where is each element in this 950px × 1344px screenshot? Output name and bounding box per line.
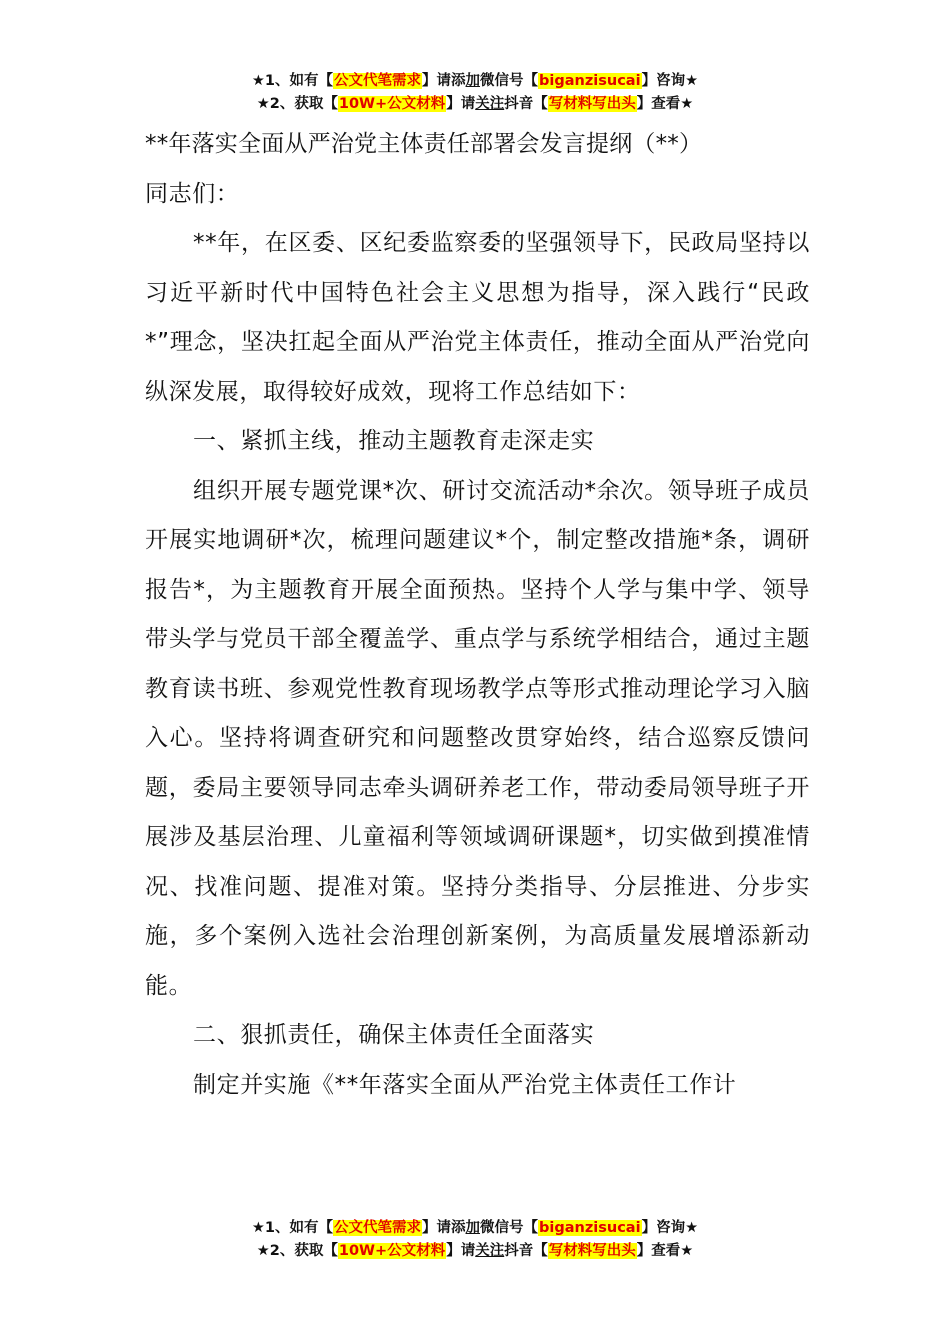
promo-text: 】请 — [446, 1243, 476, 1259]
promo-underlined: 加 — [465, 1220, 481, 1236]
document-title: **年落实全面从严治党主体责任部署会发言提纲（**） — [145, 131, 703, 157]
section-heading-1: 一、紧抓主线，推动主题教育走深走实 — [193, 428, 595, 454]
promo-underlined: 关注 — [475, 96, 505, 112]
promo-text: ★2、获取【 — [256, 1243, 338, 1259]
document-body — [145, 120, 810, 1110]
promo-text: ★1、如有【 — [251, 73, 334, 89]
promo-highlight: 写材料写出头 — [548, 1243, 636, 1259]
section-paragraph-2: 制定并实施《**年落实全面从严治党主体责任工作计 — [193, 1071, 737, 1098]
promo-highlight: 10W+公文材料 — [338, 96, 446, 112]
promo-text: 抖音【 — [504, 96, 548, 112]
promo-highlight: 写材料写出头 — [548, 96, 636, 112]
promo-text: 】咨询★ — [641, 1220, 699, 1236]
promo-highlight: biganzisucai — [539, 73, 641, 89]
section-heading-2: 二、狠抓责任，确保主体责任全面落实 — [193, 1022, 595, 1048]
promo-text: 】咨询★ — [641, 73, 699, 89]
promo-line-2 — [0, 93, 950, 116]
greeting: 同志们： — [145, 180, 240, 207]
section-paragraph-1: 组织开展专题党课*次、研讨交流活动*余次。领导班子成员开展实地调研*次，梳理问题建议*个，制定整改措施*条，调研报告*，为主题教育开展全面预热。坚持个人学与集中学、领导带头学与党员干部全覆盖学、重点学与系统学相结合，通过主题教育读书班、参观党性教育现场教学点等形式推动理论学习入脑入心。坚持将调查研究和问题整改贯穿始终，结合巡察反馈问题，委局主要领导同志牵头调研养老工作，带动委局领导班子开展涉及基层治理、儿童福利等领域调研课题*，切实做到摸准情况、找准问题、提准对策。坚持分类指导、分层推进、分步实施，多个案例入选社会治理创新案例，为高质量发展增添新动能。 — [145, 477, 810, 999]
promo-line-1 — [0, 1217, 950, 1240]
promo-underlined: 加 — [465, 73, 481, 89]
promo-text: 】请 — [446, 96, 476, 112]
promo-underlined: 关注 — [475, 1243, 505, 1259]
promo-banner-bottom — [0, 1217, 950, 1263]
promo-banner-top — [0, 70, 950, 116]
promo-highlight: biganzisucai — [539, 1220, 641, 1236]
promo-text: 】请添 — [422, 73, 466, 89]
promo-highlight: 公文代笔需求 — [334, 1220, 422, 1236]
intro-paragraph: **年，在区委、区纪委监察委的坚强领导下，民政局坚持以习近平新时代中国特色社会主义思想为指导，深入践行“民政*”理念，坚决扛起全面从严治党主体责任，推动全面从严治党向纵深发展，取得较好成效，现将工作总结如下： — [145, 230, 810, 405]
promo-highlight: 公文代笔需求 — [334, 73, 422, 89]
promo-text: 抖音【 — [504, 1243, 548, 1259]
promo-text: 】查看★ — [636, 1243, 694, 1259]
promo-text: 】请添 — [422, 1220, 466, 1236]
promo-line-1 — [0, 70, 950, 93]
promo-highlight: 10W+公文材料 — [338, 1243, 446, 1259]
promo-text: 】查看★ — [636, 96, 694, 112]
promo-text: 微信号【 — [480, 73, 539, 89]
promo-text: ★2、获取【 — [256, 96, 338, 112]
promo-line-2 — [0, 1240, 950, 1263]
promo-text: ★1、如有【 — [251, 1220, 334, 1236]
promo-text: 微信号【 — [480, 1220, 539, 1236]
